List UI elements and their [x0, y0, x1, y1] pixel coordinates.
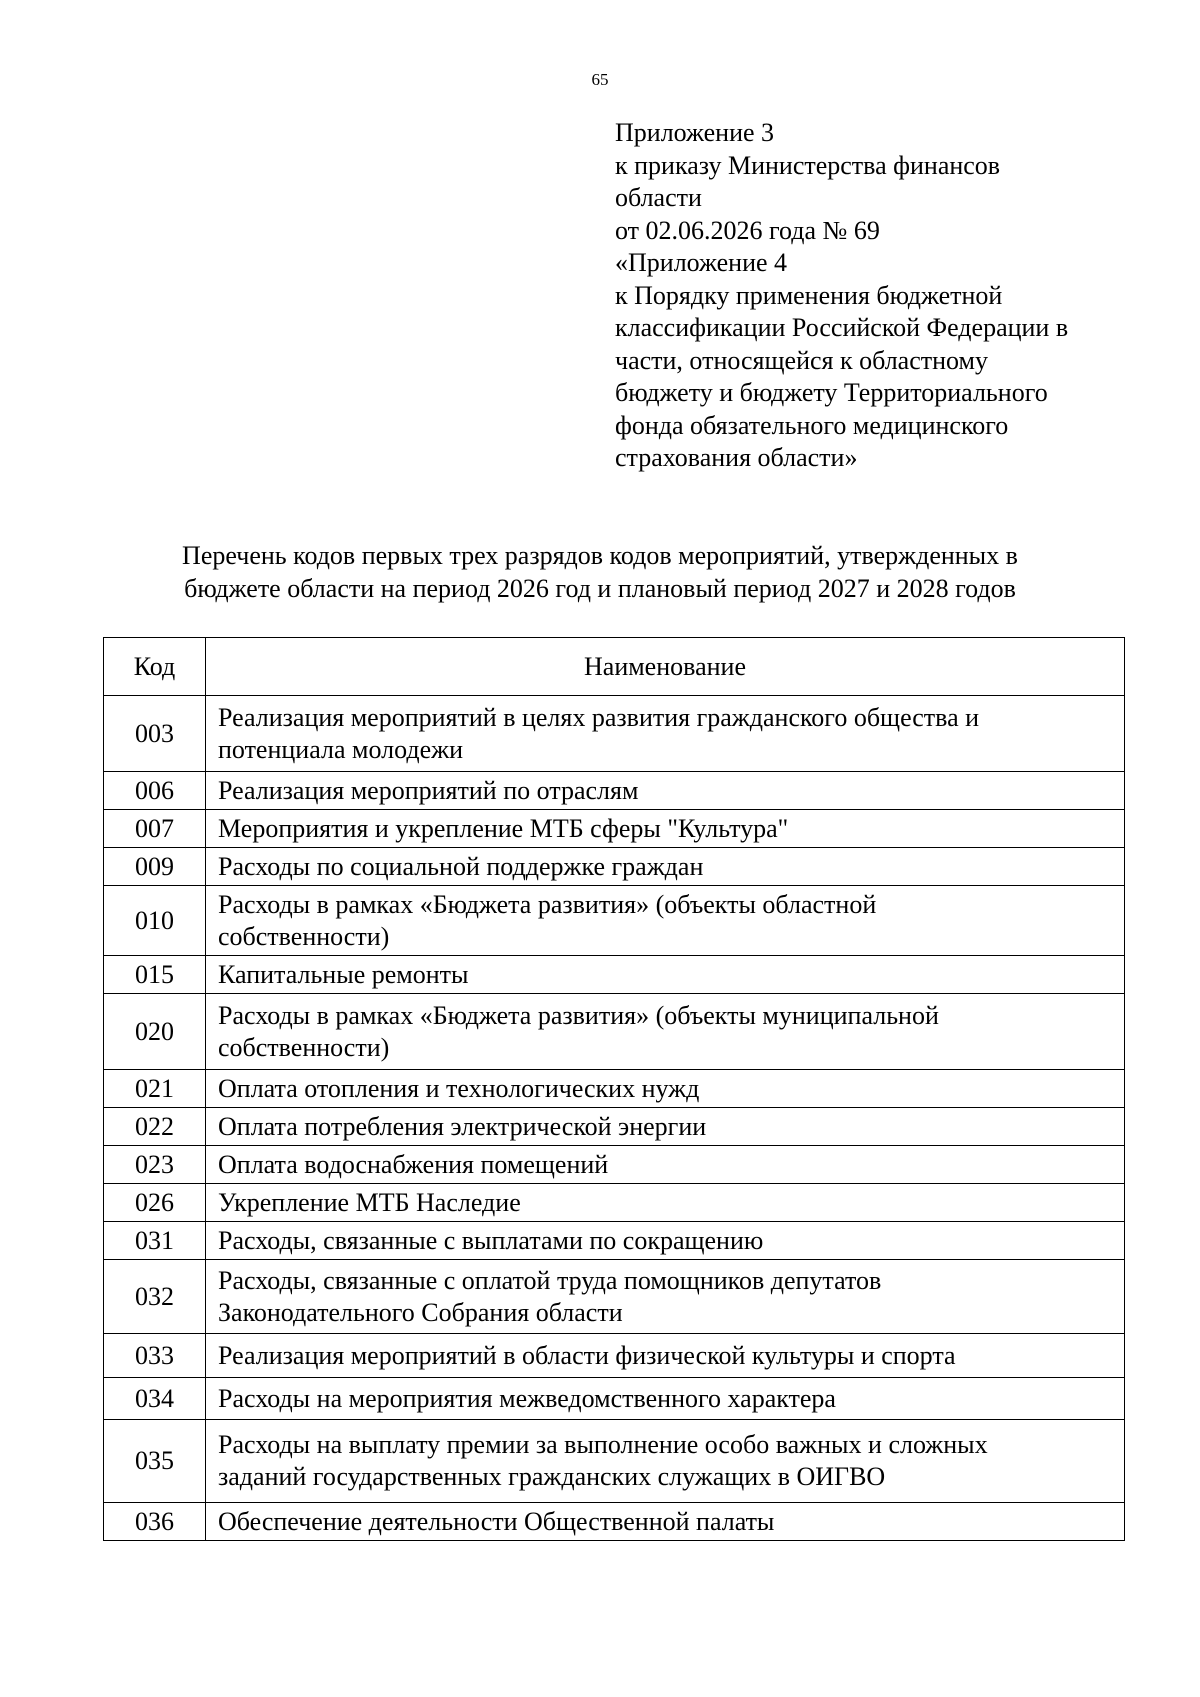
row-code: 034 [104, 1378, 206, 1420]
table-row [104, 1108, 1125, 1146]
table-row [104, 956, 1125, 994]
appendix-line: «Приложение 4 [615, 248, 788, 277]
row-name-line: Расходы на мероприятия межведомственного характера [218, 1383, 836, 1413]
table-row [104, 886, 1125, 956]
table-row [104, 1503, 1125, 1541]
appendix-line: классификации Российской Федерации в [615, 313, 1069, 342]
appendix-line: бюджету и бюджету Территориального [615, 378, 1048, 407]
row-name-line: собственности) [218, 1032, 390, 1062]
row-name [206, 810, 1125, 848]
table-row [104, 1334, 1125, 1378]
row-name-line: Капитальные ремонты [218, 959, 469, 989]
row-name [206, 994, 1125, 1070]
row-name [206, 848, 1125, 886]
header-code: Код [104, 638, 206, 696]
row-code: 023 [104, 1146, 206, 1184]
row-name-line: Расходы по социальной поддержке граждан [218, 851, 704, 881]
row-code: 032 [104, 1260, 206, 1334]
page-number: 65 [591, 70, 609, 89]
row-name [206, 1108, 1125, 1146]
row-code: 003 [104, 696, 206, 772]
row-name [206, 1378, 1125, 1420]
row-name-line: Законодательного Собрания области [218, 1297, 623, 1327]
row-code: 020 [104, 994, 206, 1070]
row-name [206, 1146, 1125, 1184]
row-name-line: Расходы в рамках «Бюджета развития» (объекты областной [218, 889, 877, 919]
row-name [206, 772, 1125, 810]
row-code: 015 [104, 956, 206, 994]
row-name-line: Расходы, связанные с выплатами по сокращению [218, 1225, 764, 1255]
table-row [104, 1184, 1125, 1222]
row-code: 035 [104, 1420, 206, 1503]
row-name-line: Расходы на выплату премии за выполнение особо важных и сложных [218, 1430, 988, 1459]
row-name-line: Реализация мероприятий в области физической культуры и спорта [218, 1340, 956, 1370]
row-name [206, 1184, 1125, 1222]
appendix-block [615, 117, 1135, 475]
row-code: 026 [104, 1184, 206, 1222]
row-name [206, 1260, 1125, 1334]
row-code: 021 [104, 1070, 206, 1108]
appendix-line: фонда обязательного медицинского [615, 410, 1009, 440]
table-row [104, 1378, 1125, 1420]
row-name-line: Оплата отопления и технологических нужд [218, 1073, 700, 1103]
table-row [104, 1260, 1125, 1334]
table-row [104, 1222, 1125, 1260]
row-name-line: потенциала молодежи [218, 734, 463, 764]
row-name-line: Оплата водоснабжения помещений [218, 1149, 609, 1179]
title-line: Перечень кодов первых трех разрядов кодов мероприятий, утвержденных в [182, 541, 1018, 570]
table-row [104, 696, 1125, 772]
row-code: 022 [104, 1108, 206, 1146]
row-name-line: Реализация мероприятий в целях развития гражданского общества и [218, 702, 980, 732]
table-row [104, 1070, 1125, 1108]
table-row [104, 810, 1125, 848]
appendix-line: области [615, 183, 702, 212]
row-name [206, 1503, 1125, 1541]
row-name [206, 886, 1125, 956]
row-name [206, 956, 1125, 994]
table-row [104, 772, 1125, 810]
table-row [104, 994, 1125, 1070]
row-name [206, 1070, 1125, 1108]
appendix-line: Приложение 3 [615, 118, 775, 147]
row-name-line: Обеспечение деятельности Общественной палаты [218, 1506, 775, 1536]
row-code: 010 [104, 886, 206, 956]
table-header-row [104, 638, 1125, 696]
row-code: 009 [104, 848, 206, 886]
appendix-line: к Порядку применения бюджетной [615, 280, 1003, 310]
title-line: бюджете области на период 2026 год и плановый период 2027 и 2028 годов [184, 574, 1016, 603]
row-name-line: Реализация мероприятий по отраслям [218, 775, 639, 805]
row-code: 036 [104, 1503, 206, 1541]
row-name-line: заданий государственных гражданских служащих в ОИГВО [218, 1462, 886, 1491]
header-name: Наименование [206, 638, 1125, 696]
row-name-line: Расходы, связанные с оплатой труда помощников депутатов [218, 1265, 882, 1295]
appendix-line: от 02.06.2026 года № 69 [615, 215, 880, 245]
row-name-line: собственности) [218, 921, 390, 951]
row-name [206, 1222, 1125, 1260]
row-code: 007 [104, 810, 206, 848]
document-title [0, 539, 1200, 605]
row-name-line: Мероприятия и укрепление МТБ сферы "Культура" [218, 813, 789, 843]
row-name [206, 1334, 1125, 1378]
row-name-line: Оплата потребления электрической энергии [218, 1111, 707, 1141]
codes-table [103, 637, 1125, 1541]
table-row [104, 1146, 1125, 1184]
appendix-line: части, относящейся к областному [615, 345, 988, 375]
row-name-line: Укрепление МТБ Наследие [218, 1187, 521, 1217]
row-code: 031 [104, 1222, 206, 1260]
row-name [206, 696, 1125, 772]
row-name-line: Расходы в рамках «Бюджета развития» (объекты муниципальной [218, 1000, 939, 1030]
appendix-line: к приказу Министерства финансов [615, 150, 1001, 180]
table-row [104, 1420, 1125, 1503]
table-row [104, 848, 1125, 886]
appendix-line: страхования области» [615, 443, 858, 472]
row-code: 006 [104, 772, 206, 810]
row-name [206, 1420, 1125, 1503]
row-code: 033 [104, 1334, 206, 1378]
